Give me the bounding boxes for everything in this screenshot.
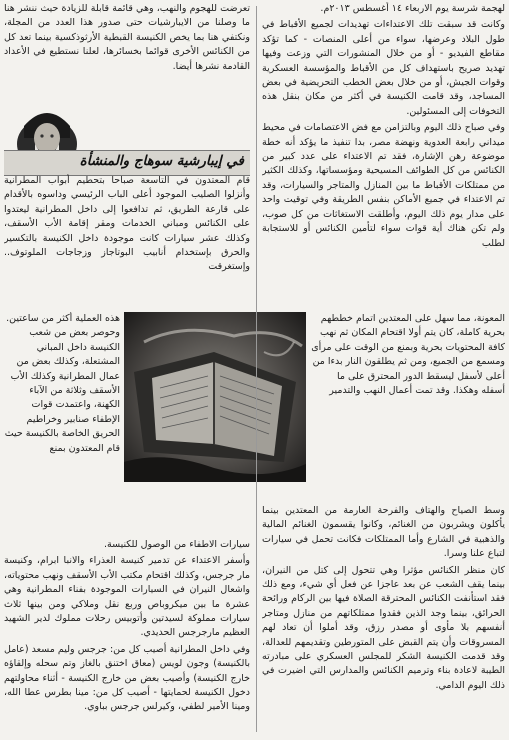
paragraph: كان منظر الكنائس مؤثرا وهي تتحول إلى كتل من النيران، بينما يقف الشعب عن بعد عاجزا عن فعل أي شيء، ومع ذلك فقد استأنفت الكنائس المحترقة الصلاة فيها بين الركام ورائحة الحرائق، بينما وجد الذين فقدوا ممتلكاتهم من منازل ومتاجر أنفسهم بلا مأوى أو مصدر رزق، وقد أملوا أن تعاد لهم المسروقات وأن يتم القبض على المتورطين وتقديمهم للعدالة، وقد قدمت الكنيسة الشكر للمجلس العسكري على مبادرته الطيبة لاعادة بناء وترميم الكنائس والمدارس التي اضيرت في ذلك اليوم الدامي. bbox=[262, 564, 505, 691]
burned-book-photo bbox=[124, 312, 306, 482]
article-left-inset bbox=[4, 312, 120, 536]
paragraph: وفي داخل المطرانية أصيب كل من: جرجس وليم مسعد (عامل بالكنيسة) وجون لويس (معاق اختنق بالغاز وتم سحله وإلقاؤه خارج الكنيسة) وأصيب بعض من خارج الكنيسة - أثناء محاولتهم دخول الكنيسة لحمايتها - أصيب كل من: مينا بطرس عطا الله، ومينا الأمير لطفي، وكيرلس جرجس بباوي. bbox=[4, 643, 250, 713]
section-headline: في إيبارشية سوهاج والمنشأة bbox=[79, 153, 244, 169]
paragraph: وسط الصياح والهتاف والفرحة العارمة من المعتدين بينما يأكلون ويشربون من الغنائم، وكانوا يقسمون الغنائم المالية والذهبية في الشارع وأما الممتلكات فكانت تحمل في سيارات لتباع علنا وسرا. bbox=[262, 505, 505, 560]
article-left-column-mid bbox=[4, 174, 250, 310]
paragraph: لهجمة شرسة يوم الاربعاء ١٤ أغسطس ٢٠١٣م. bbox=[320, 3, 505, 14]
article-left-column-top bbox=[4, 2, 250, 102]
paragraph: المعونة، مما سهل على المعتدين اتمام خططهم بحرية كاملة، كان يتم أولا اقتحام المكان ثم نهب كافة المحتويات بحرية وبمنع من الوقت على مرأى ومسمع من الجميع، ومن ثم يطلقون النار بدءا من أعلى لأسفل ليسقط الدور المحترق على ما أسفله وهكذا. وقد تمت أعمال النهب والتدمير bbox=[311, 313, 505, 397]
article-right-column-bottom bbox=[262, 504, 505, 737]
paragraph: تعرضت للهجوم والنهب، وهي قائمة قابلة للزيادة حيث ننشر هنا ما وصلنا من الايبارشيات حتى صدور هذا العدد من المجلة، ونكتفي هنا بما يخص الكنيسة القبطية الأرثوذكسية بينما تعد كل من الكنائس الأخرى قوائما بخسائرها، لعلنا نستطيع في الأعداد القادمة نشرها أيضا. bbox=[4, 3, 250, 72]
article-right-column-top bbox=[262, 2, 505, 312]
article-right-inset bbox=[311, 312, 505, 502]
paragraph: هذه العملية أكثر من ساعتين. وحوصر بعض من شعب الكنيسة داخل المباني المشتعلة، وكذلك بعض من عمال المطرانية وكذلك الأب الأسقف وثلاثة من الآباء الكهنة، واعتمدت قوات الإطفاء صنابير وخراطيم الحريق الخاصة بالكنيسة حيث قام المعتدون بمنع bbox=[4, 313, 120, 454]
paragraph: قام المعتدون في التاسعة صباحا بتحطيم أبواب المطرانية وأنزلوا الصليب الموجود أعلى الباب الرئيسي وداسوه بالأقدام على قارعة الطريق، ثم تدافعوا إلى داخل المطرانية ليعتدوا على الكنائس ومباني الخدمات ومقر إقامة الأب الأسقف، وكذلك عشر سيارات كانت موجودة داخل الكنيسة بالتكسير والحرق بإستخدام أنابيب البوتاجاز وزجاجات الملوتوف.. وإستغرقت bbox=[4, 175, 250, 273]
section-headline-banner bbox=[4, 150, 250, 176]
paragraph: سيارات الاطفاء من الوصول للكنيسة. bbox=[103, 539, 250, 550]
paragraph: وكانت قد سبقت تلك الاعتداءات تهديدات لجميع الأقباط في طول البلاد وعرضها، سواء من أعلى المنصات - كما تؤكد مقاطع الفيديو - أو من خلال المنشورات التي وزعت وفيها تهديد صريح باستهداف كل من الأقباط والمؤسسة العسكرية وقوات الجيش، أو من خلال بعض الخطب التحريضية في بعض المساجد، وقد قامت الكنيسة في أكثر من مكان بنقل هذه التخوفات إلى المسئولين. bbox=[262, 19, 505, 117]
paragraph: وفي صباح ذلك اليوم وبالتزامن مع فض الاعتصامات في محيط ميداني رابعة العدوية ونهضة مصر، بدا تنفيذ ما يؤكد أنه خطة موضوعة رهن الإشارة، فقد تم الاعتداء على عدد كبير من الكنائس من كل الطوائف المسيحية ومؤسساتها، وكذلك الكثير من ممتلكات الأقباط ما بين المنازل والمتاجر والسيارات، وقد تم الاعتداء في جميع الأماكن بنفس الطريقة وفي توقيت واحد على مدار يوم ذلك اليوم، وأطلقت الاستغاثات من كل صوب، ولم تكن هناك أية قوات سواء لتأمين الكنائس أو للاستجابة لطلب bbox=[262, 122, 505, 249]
column-divider bbox=[256, 6, 257, 732]
article-left-column-bottom bbox=[4, 538, 250, 735]
paragraph: وأسفر الاعتداء عن تدمير كنيسة العذراء والانبا ابرام، وكنيسة مار جرجس، وكذلك اقتحام مكتب الأب الأسقف ونهب محتوياته، واشعال النيران في السيارات الموجودة بفناء المطرانية وهي عشرة ما بين ميكروباص وربع نقل وملاكي ومن بينها ثلاث سيارات مملوكة لسيدتين وأتوبيس رحلات مملوك لدير الشهيد العظيم مارجرجس الحديدي. bbox=[4, 555, 250, 639]
